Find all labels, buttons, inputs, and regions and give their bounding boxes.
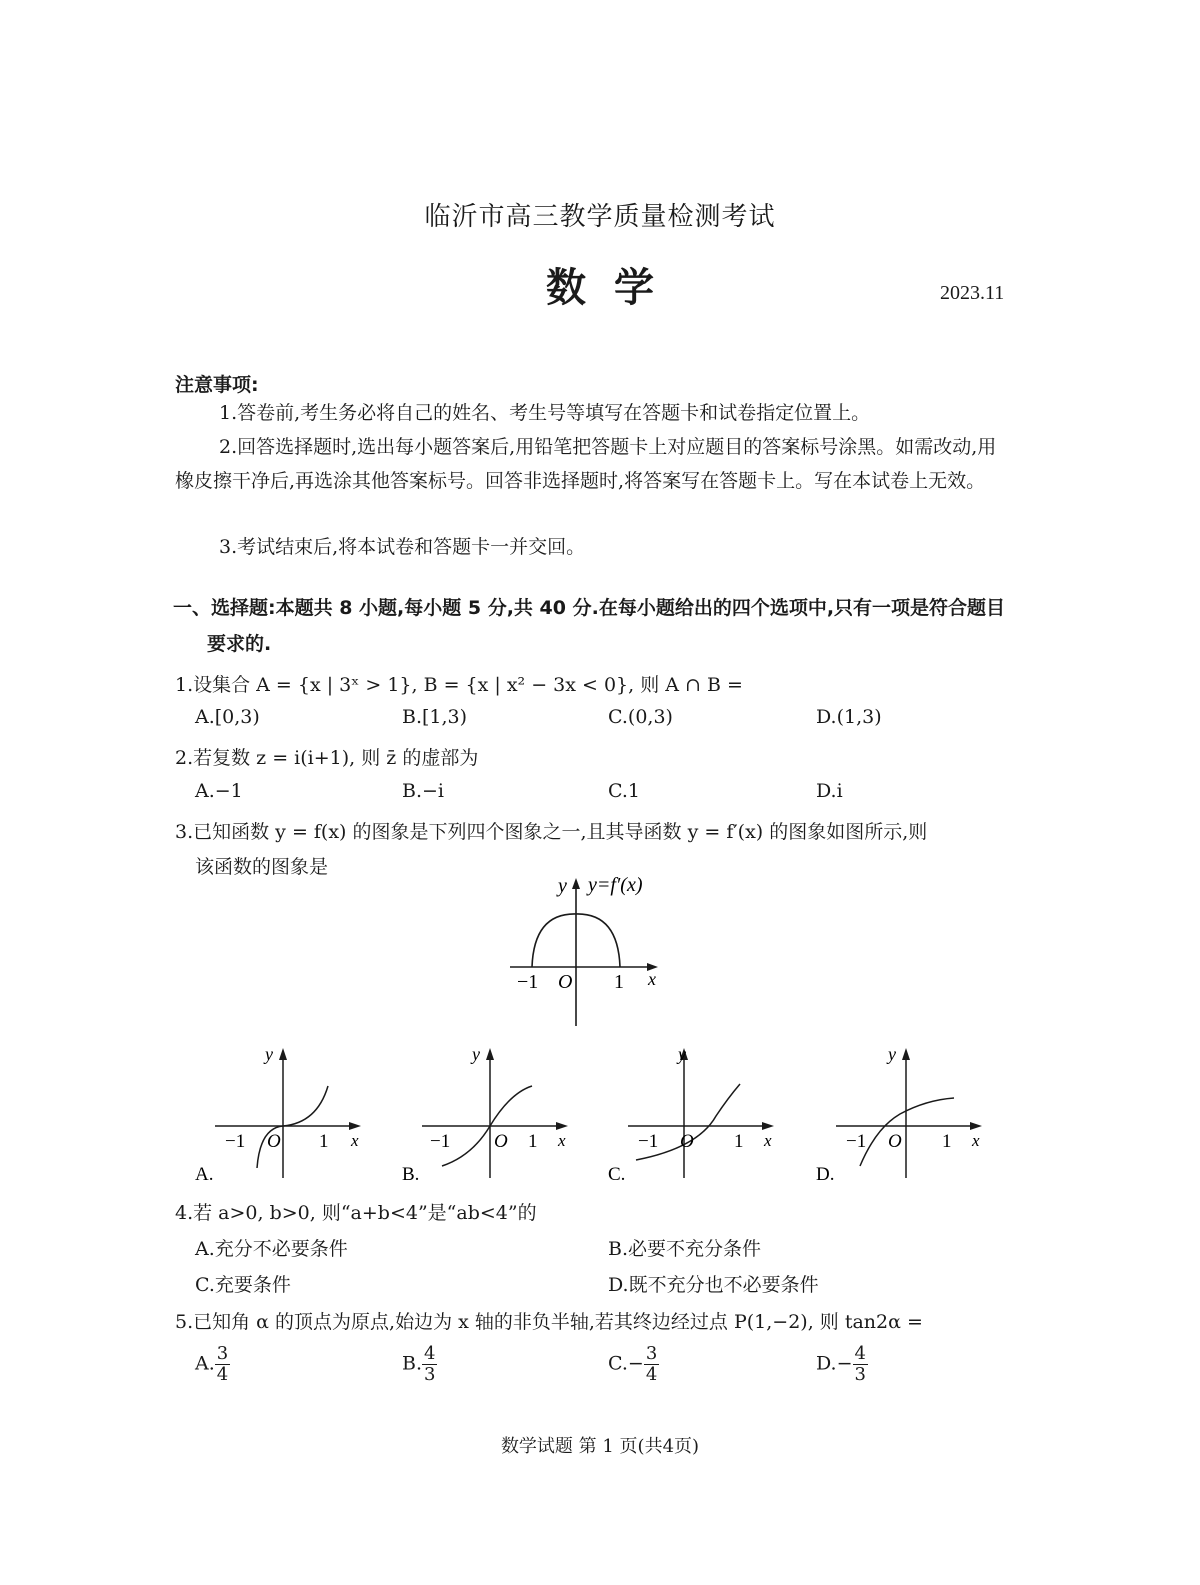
tick-neg-1: −1 (517, 971, 539, 993)
svg-text:1: 1 (528, 1131, 538, 1152)
curve-d (860, 1098, 954, 1166)
svg-text:1: 1 (319, 1131, 329, 1152)
svg-text:O: O (888, 1131, 902, 1152)
y-label: y (558, 875, 567, 897)
x-label: x (648, 969, 656, 989)
notice-title: 注意事项: (175, 374, 259, 396)
q3-option-c-graph[interactable] (608, 1038, 788, 1188)
exam-date: 2023.11 (940, 282, 1005, 304)
q5-option-d[interactable]: D.− $\frac{4}{3}$ (816, 1343, 866, 1385)
question-3-stem-line1: 3.已知函数 y = f(x) 的图象是下列四个图象之一,且其导函数 y = f′(x) 的图象如图所示,则 (175, 821, 928, 843)
svg-text:−1: −1 (430, 1131, 451, 1152)
option-letter: C. (608, 1164, 626, 1185)
svg-text:1: 1 (942, 1131, 952, 1152)
section-heading: 一、选择题:本题共 8 小题,每小题 5 分,共 40 分.在每小题给出的四个选项中,只有一项是符合题目要求的. (173, 597, 1006, 655)
q1-option-b[interactable]: B.[1,3) (402, 706, 468, 728)
q4-option-d[interactable]: D.既不充分也不必要条件 (608, 1274, 819, 1296)
subject-title: 数学 (546, 265, 682, 311)
svg-text:−1: −1 (638, 1131, 659, 1152)
option-letter: A. (195, 1164, 214, 1185)
exam-title: 临沂市高三教学质量检测考试 (424, 202, 776, 232)
curve-a (257, 1086, 328, 1168)
svg-text:x: x (558, 1131, 566, 1150)
y-axis-arrow (572, 878, 580, 889)
q2-option-d[interactable]: D.i (816, 780, 843, 802)
q2-option-a[interactable]: A.−1 (195, 780, 243, 802)
svg-text:−1: −1 (846, 1131, 867, 1152)
question-2-stem: 2.若复数 z = i(i+1), 则 z̄ 的虚部为 (175, 747, 479, 769)
q1-option-d[interactable]: D.(1,3) (816, 706, 882, 728)
question-3-stem-line2: 该函数的图象是 (195, 856, 329, 878)
notice-item-1: 1.答卷前,考生务必将自己的姓名、考生号等填写在答题卡和试卷指定位置上。 (219, 402, 871, 424)
q2-option-c[interactable]: C.1 (608, 780, 640, 802)
question-1-stem: 1.设集合 A = {x | 3ˣ > 1}, B = {x | x² − 3x < 0}, 则 A ∩ B = (175, 674, 743, 696)
svg-text:−1: −1 (225, 1131, 246, 1152)
svg-text:O: O (680, 1131, 694, 1152)
svg-text:O: O (267, 1131, 281, 1152)
option-letter: D. (816, 1164, 835, 1185)
q3-option-d-graph[interactable] (816, 1038, 996, 1188)
svg-text:x: x (764, 1131, 772, 1150)
q5-option-b[interactable]: B. $\frac{4}{3}$ (402, 1343, 436, 1385)
tick-pos-1: 1 (614, 971, 624, 993)
svg-text:y: y (265, 1044, 273, 1064)
svg-text:x: x (972, 1131, 980, 1150)
q4-option-b[interactable]: B.必要不充分条件 (608, 1238, 762, 1260)
derivative-graph (500, 868, 680, 1028)
q2-option-b[interactable]: B.−i (402, 780, 444, 802)
q1-option-c[interactable]: C.(0,3) (608, 706, 673, 728)
q5-option-a[interactable]: A. $\frac{3}{4}$ (195, 1343, 229, 1385)
q5-option-c[interactable]: C.− $\frac{3}{4}$ (608, 1343, 658, 1385)
q3-option-a-graph[interactable] (195, 1038, 375, 1188)
svg-text:1: 1 (734, 1131, 744, 1152)
origin-label: O (558, 971, 573, 993)
svg-text:y: y (472, 1044, 480, 1064)
svg-text:y: y (888, 1044, 896, 1064)
svg-text:y: y (678, 1044, 686, 1064)
svg-text:O: O (494, 1131, 508, 1152)
q4-option-c[interactable]: C.充要条件 (195, 1274, 291, 1296)
question-4-stem: 4.若 a>0, b>0, 则“a+b<4”是“ab<4”的 (175, 1202, 537, 1224)
notice-item-2: 2.回答选择题时,选出每小题答案后,用铅笔把答题卡上对应题目的答案标号涂黑。如需改动,用橡皮擦干净后,再选涂其他答案标号。回答非选择题时,将答案写在答题卡上。写在本试卷上无效。 (175, 436, 997, 492)
question-5-stem: 5.已知角 α 的顶点为原点,始边为 x 轴的非负半轴,若其终边经过点 P(1,−2), 则 tan2α = (175, 1311, 923, 1333)
svg-text:x: x (351, 1131, 359, 1150)
q1-option-a[interactable]: A.[0,3) (195, 706, 260, 728)
q4-option-a[interactable]: A.充分不必要条件 (195, 1238, 348, 1260)
notice-item-3: 3.考试结束后,将本试卷和答题卡一并交回。 (219, 536, 586, 558)
q3-option-b-graph[interactable] (402, 1038, 582, 1188)
curve-label: y=f′(x) (588, 874, 643, 896)
page-footer: 数学试题 第 1 页(共4页) (500, 1436, 700, 1457)
option-letter: B. (402, 1164, 420, 1185)
